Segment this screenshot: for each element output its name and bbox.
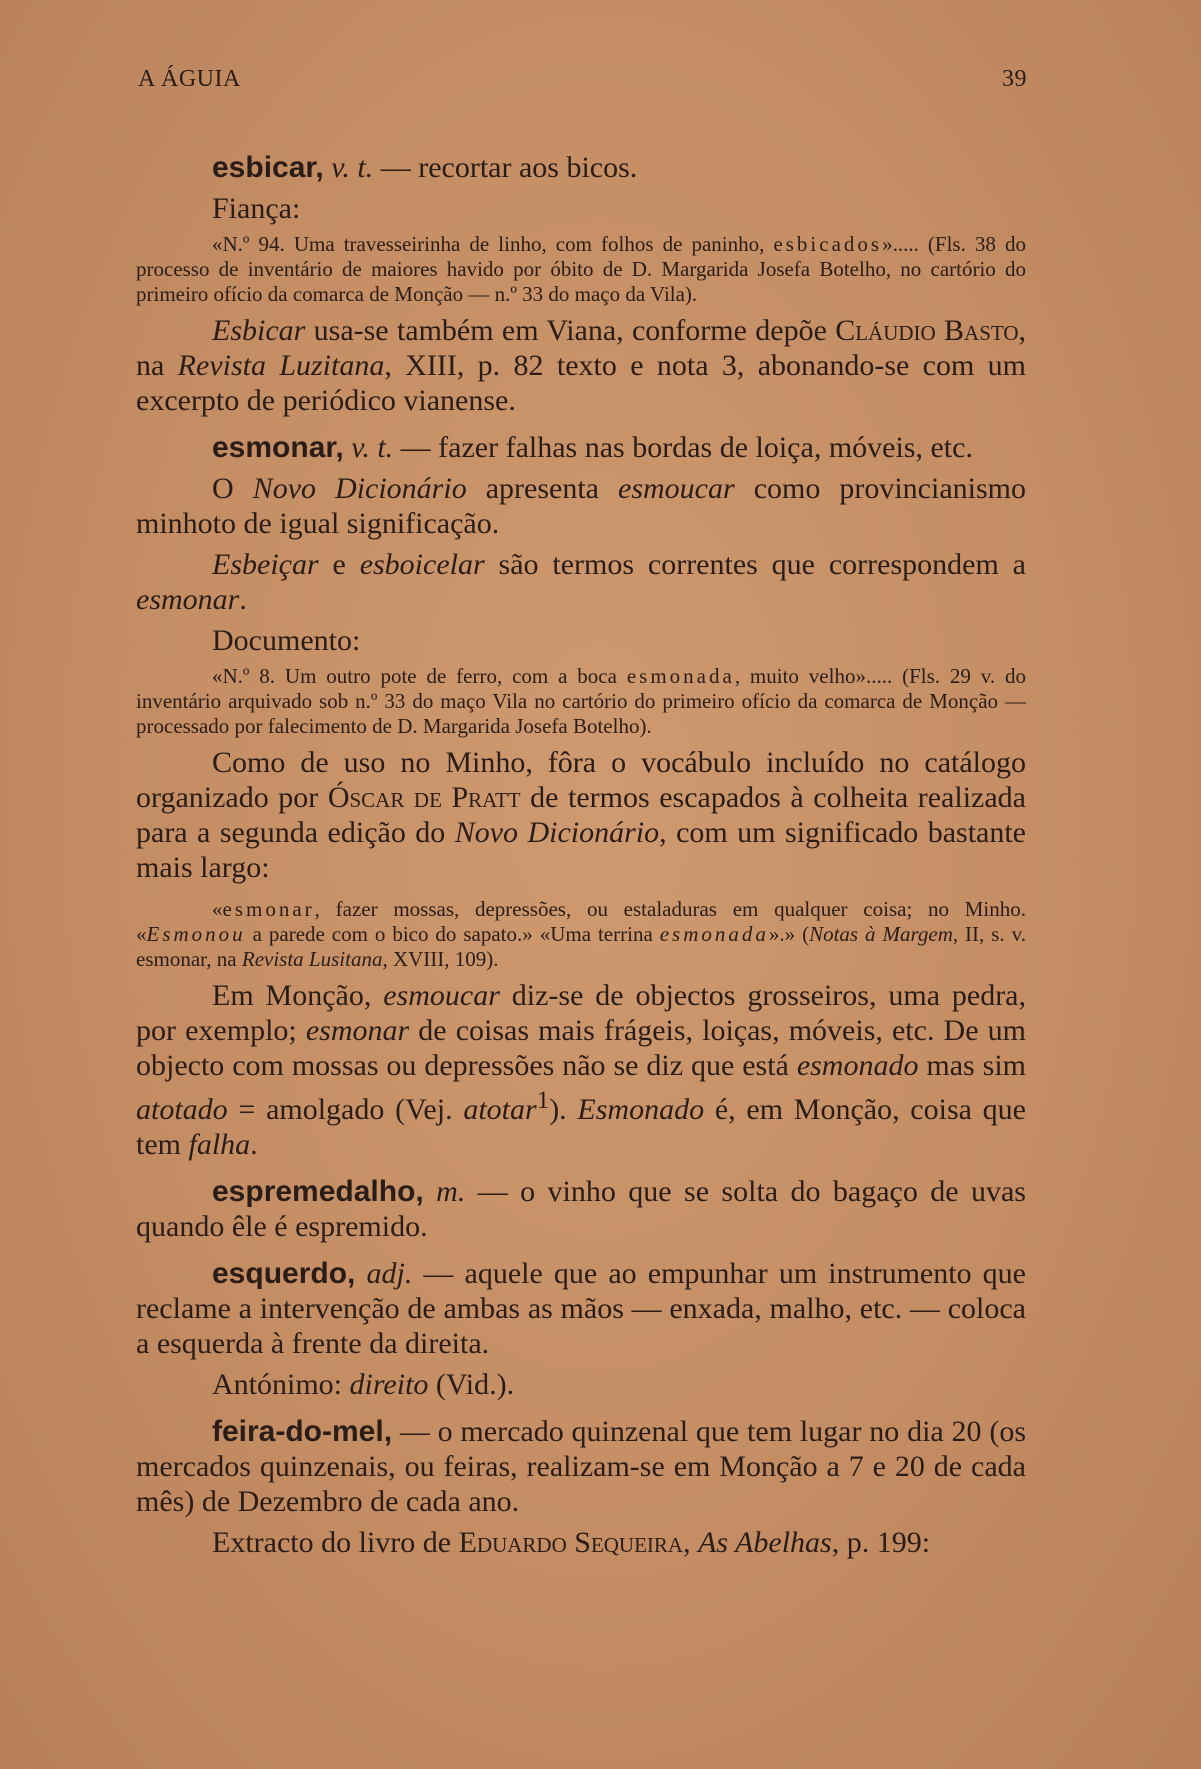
paragraph: O Novo Dicionário apresenta esmoucar como provincianismo minhoto de igual significação. xyxy=(136,472,1026,540)
quoted-word: esmonada xyxy=(626,664,735,688)
part-of-speech: v. t. xyxy=(343,431,394,464)
page-body xyxy=(136,150,1026,1560)
document-quote: «N.º 8. Um outro pote de ferro, com a boca esmonada, muito velho»..... (Fls. 29 v. do inventário arquivado sob n.º 33 do maço Vila no cartório do primeiro ofício da comarca de Monção — processado por falecimento de D. Margarida Josefa Botelho). xyxy=(136,664,1026,738)
part-of-speech: adj. xyxy=(355,1257,413,1290)
author-name: Eduardo Sequeira xyxy=(458,1526,684,1559)
paragraph: Esbeiçar e esboicelar são termos correntes que correspondem a esmonar. xyxy=(136,548,1026,616)
author-name: Óscar de Pratt xyxy=(327,781,521,814)
entry-feira-do-mel xyxy=(136,1414,1026,1519)
headword: esmonar, xyxy=(212,431,344,464)
source-label: Fiança: xyxy=(212,192,301,225)
author-name: Cláudio Basto xyxy=(835,314,1019,347)
cited-quote: «esmonar, fazer mossas, depressões, ou estaladuras em qualquer coisa; no Minho. «Esmonou a parede com o bico do sapato.» «Uma terrina esmonada».» (Notas à Margem, II, s. v. esmonar, na Revista Lusitana, XVIII, 109). xyxy=(136,897,1026,971)
part-of-speech: m. xyxy=(423,1175,466,1208)
headword: esbicar, xyxy=(212,151,324,184)
journal-title: A ÁGUIA xyxy=(138,66,241,92)
headword: espremedalho, xyxy=(212,1175,424,1208)
running-header xyxy=(138,66,1027,93)
definition: — o mercado quinzenal que tem lugar no dia 20 (os mercados quinzenais, ou feiras, realizam-se em Monção a 7 e 20 de cada mês) de Dezembro de cada ano. xyxy=(136,1415,1026,1518)
page-number: 39 xyxy=(1002,66,1027,92)
headword: feira-do-mel, xyxy=(212,1415,393,1448)
definition: — aquele que ao empunhar um instrumento que reclame a intervenção de ambas as mãos — enxada, malho, etc. — coloca a esquerda à frente da direita. xyxy=(136,1257,1027,1360)
work-title: As Abelhas xyxy=(698,1526,832,1559)
paragraph: Como de uso no Minho, fôra o vocábulo incluído no catálogo organizado por Óscar de Pratt de termos escapados à colheita realizada para a segunda edição do Novo Dicionário, com um significado bastante mais largo: xyxy=(136,746,1026,884)
quoted-word: esbicados xyxy=(773,232,883,256)
work-title: Revista Luzitana xyxy=(177,349,385,382)
entry-esbicar xyxy=(136,150,1026,185)
headword: esquerdo, xyxy=(212,1257,356,1290)
definition: — fazer falhas nas bordas de loiça, móveis, etc. xyxy=(393,431,973,464)
paragraph: Em Monção, esmoucar diz-se de objectos grosseiros, uma pedra, por exemplo; esmonar de coisas mais frágeis, loiças, móveis, etc. De um objecto com mossas ou depressões não se diz que está esmonado mas sim atotado = amolgado (Vej. atotar$^1$). Esmonado é, em Monção, coisa que tem falha. xyxy=(136,979,1027,1161)
definition: — recortar aos bicos. xyxy=(373,151,638,184)
usage-note: Esbicar usa-se também em Viana, conforme depõe Cláudio Basto, na Revista Luzitana, XIII, p. 82 texto e nota 3, abonando-se com um excerpto de periódico vianense. xyxy=(136,314,1027,417)
entry-espremedalho xyxy=(136,1174,1026,1244)
document-quote: «N.º 94. Uma travesseirinha de linho, com folhos de paninho, esbicados»..... (Fls. 38 do processo de inventário de maiores havido por óbito de D. Margarida Josefa Botelho, no cartório do primeiro ofício da comarca de Monção — n.º 33 do maço da Vila). xyxy=(136,232,1026,306)
source-label: Documento: xyxy=(212,624,361,657)
extract-note: Extracto do livro de Eduardo Sequeira, As Abelhas, p. 199: xyxy=(212,1526,931,1559)
entry-esquerdo xyxy=(136,1256,1026,1361)
footnote-marker: 1 xyxy=(536,1087,550,1114)
antonym-note: Antónimo: direito (Vid.). xyxy=(212,1368,515,1401)
part-of-speech: v. t. xyxy=(323,151,374,184)
definition: — o vinho que se solta do bagaço de uvas quando êle é espremido. xyxy=(136,1175,1026,1243)
entry-esmonar xyxy=(136,430,1026,465)
